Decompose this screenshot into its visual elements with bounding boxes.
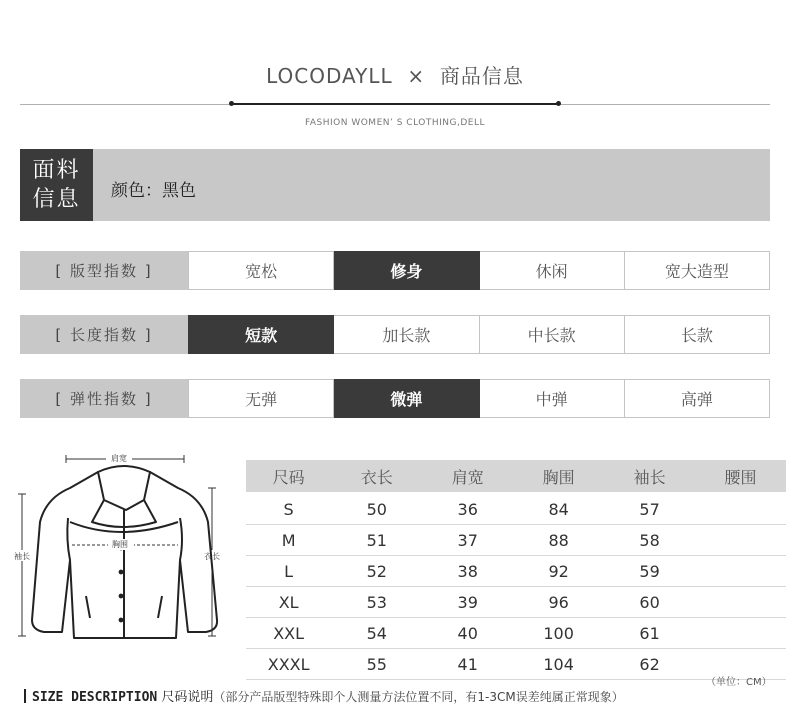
cell-sleeve: 62 xyxy=(639,654,660,674)
table-row xyxy=(246,587,786,618)
length-option-short: 短款 xyxy=(188,315,334,354)
table-row xyxy=(246,618,786,649)
fit-index-label: [ 版型指数 ] xyxy=(20,251,188,290)
elastic-option-high: 高弹 xyxy=(625,379,770,418)
fit-option-casual: 休闲 xyxy=(480,251,625,290)
cell-waist xyxy=(695,494,786,524)
length-option-extra-long: 加长款 xyxy=(334,315,479,354)
length-option-long: 长款 xyxy=(625,315,770,354)
header-sleeve: 袖长 xyxy=(633,467,666,487)
footer-bar xyxy=(24,689,26,703)
shoulder-label: 肩宽 xyxy=(111,454,127,463)
cell-waist xyxy=(695,587,786,617)
table-row xyxy=(246,556,786,587)
cell-sleeve: 60 xyxy=(639,592,660,612)
cell-length: 52 xyxy=(366,561,387,581)
cell-sleeve: 58 xyxy=(639,530,660,550)
cell-shoulder: 41 xyxy=(457,654,478,674)
cell-chest: 84 xyxy=(548,499,569,519)
length-option-medium: 中长款 xyxy=(480,315,625,354)
cell-waist xyxy=(695,556,786,586)
fabric-color: 颜色：黑色 xyxy=(111,181,196,201)
divider-dot-left xyxy=(229,101,234,106)
size-description xyxy=(24,686,624,705)
elastic-index-label: [ 弹性指数 ] xyxy=(20,379,188,418)
cell-size: L xyxy=(284,561,294,581)
cell-size: S xyxy=(283,499,294,519)
cell-length: 50 xyxy=(366,499,387,519)
length-index-label: [ 长度指数 ] xyxy=(20,315,188,354)
cell-size: XXL xyxy=(273,623,305,643)
cell-chest: 92 xyxy=(548,561,569,581)
cell-sleeve: 57 xyxy=(639,499,660,519)
divider-dot-right xyxy=(556,101,561,106)
cell-sleeve: 59 xyxy=(639,561,660,581)
fit-option-oversized: 宽大造型 xyxy=(625,251,770,290)
size-description-title: SIZE DESCRIPTION xyxy=(32,690,158,705)
size-description-title-cn: 尺码说明 xyxy=(161,690,214,705)
cell-chest: 100 xyxy=(543,623,574,643)
fabric-label-line1: 面料 xyxy=(32,158,81,183)
cell-sleeve: 61 xyxy=(639,623,660,643)
header-waist: 腰围 xyxy=(724,467,757,487)
cell-length: 51 xyxy=(366,530,387,550)
fit-option-loose: 宽松 xyxy=(188,251,334,290)
cell-shoulder: 37 xyxy=(457,530,478,550)
elastic-option-slight: 微弹 xyxy=(334,379,479,418)
size-table-header xyxy=(246,460,786,492)
header-shoulder: 肩宽 xyxy=(451,467,484,487)
cell-shoulder: 38 xyxy=(457,561,478,581)
cell-length: 54 xyxy=(366,623,387,643)
unit-note: （单位：CM） xyxy=(706,677,772,688)
fabric-label-line2: 信息 xyxy=(32,187,81,212)
cell-shoulder: 36 xyxy=(457,499,478,519)
size-description-note: （部分产品版型特殊即个人测量方法位置不同，有1-3CM误差纯属正常现象） xyxy=(213,690,624,704)
header-size: 尺码 xyxy=(272,467,305,487)
length-label: 衣长 xyxy=(204,552,220,561)
size-table xyxy=(246,460,786,680)
header-chest: 胸围 xyxy=(542,467,575,487)
cell-chest: 88 xyxy=(548,530,569,550)
elastic-index-row xyxy=(20,379,770,418)
cell-chest: 96 xyxy=(548,592,569,612)
chest-label: 胸围 xyxy=(112,540,128,549)
elastic-option-none: 无弹 xyxy=(188,379,334,418)
length-index-row xyxy=(20,315,770,354)
header-length: 衣长 xyxy=(360,467,393,487)
fit-option-slim: 修身 xyxy=(334,251,479,290)
fabric-info-label xyxy=(20,149,93,221)
jacket-measurement-diagram xyxy=(10,450,230,650)
cell-size: XXXL xyxy=(267,654,310,674)
cell-size: XL xyxy=(278,592,299,612)
fit-index-row xyxy=(20,251,770,290)
table-row xyxy=(246,649,786,680)
header-subtitle: FASHION WOMEN’ S CLOTHING,DELL xyxy=(305,118,485,128)
cell-length: 53 xyxy=(366,592,387,612)
cell-chest: 104 xyxy=(543,654,574,674)
header-divider-accent xyxy=(232,103,558,105)
cell-size: M xyxy=(281,530,296,550)
table-row xyxy=(246,525,786,556)
size-table-body xyxy=(246,494,786,680)
cell-waist xyxy=(695,525,786,555)
cell-waist xyxy=(695,618,786,648)
elastic-option-medium: 中弹 xyxy=(480,379,625,418)
table-row xyxy=(246,494,786,525)
sleeve-label: 袖长 xyxy=(14,552,30,561)
brand-title: LOCODAYLL × 商品信息 xyxy=(266,64,524,88)
cell-shoulder: 40 xyxy=(457,623,478,643)
cell-length: 55 xyxy=(366,654,387,674)
cell-shoulder: 39 xyxy=(457,592,478,612)
